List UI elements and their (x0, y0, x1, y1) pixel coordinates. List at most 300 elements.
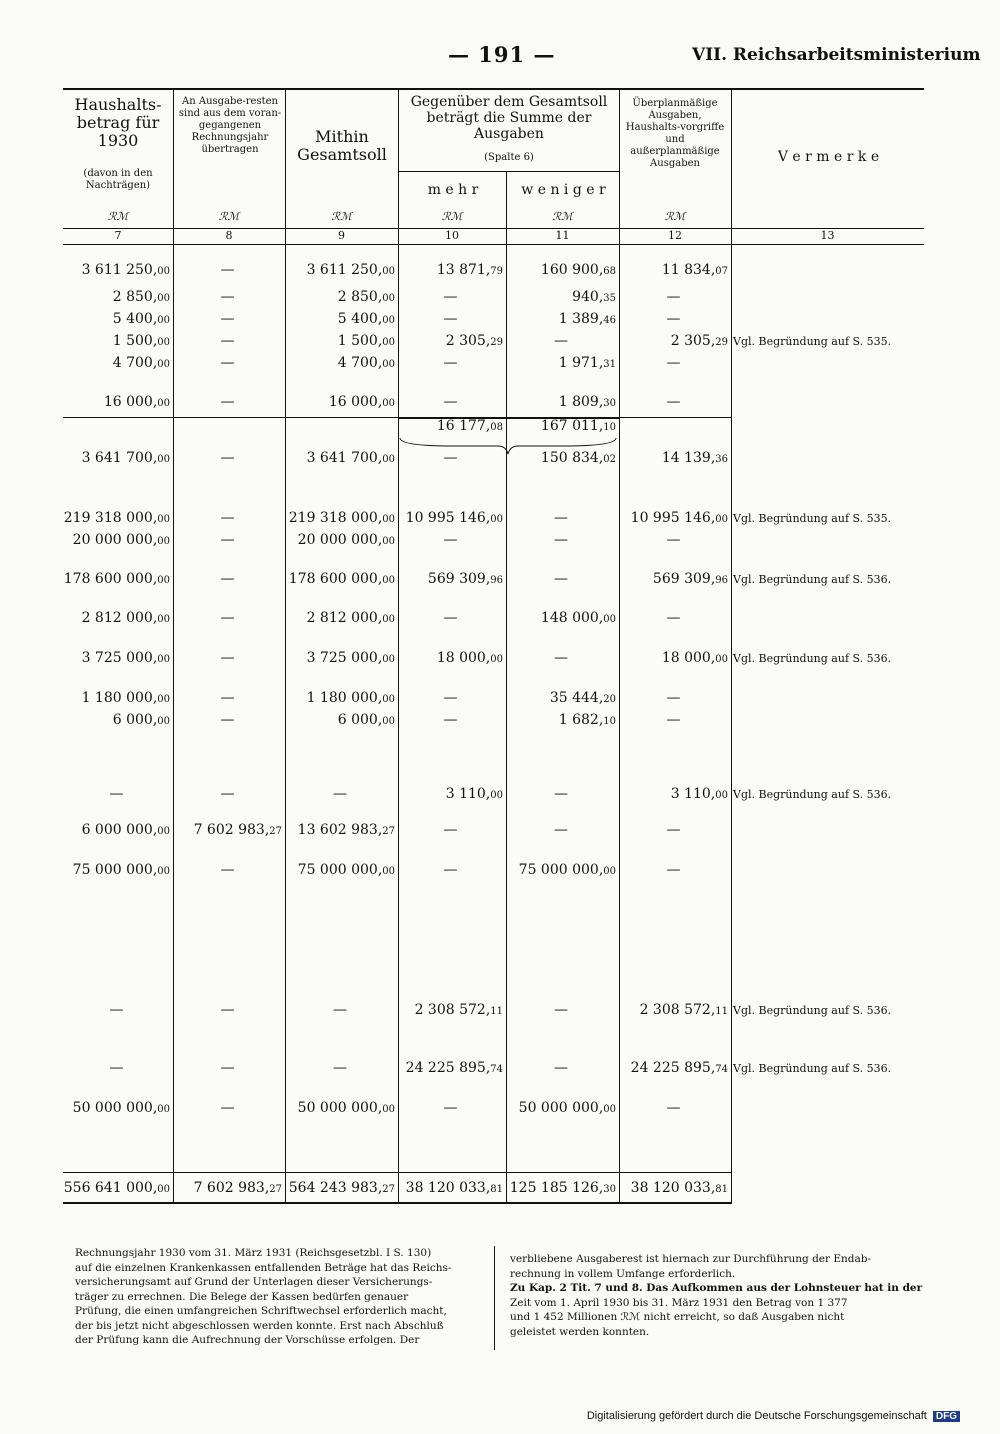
cell-integer-part: 38 120 033, (405, 1180, 491, 1196)
c7-cell (63, 394, 170, 410)
c8-cell: — (220, 333, 235, 349)
c7-cell (63, 822, 170, 838)
c9-cell (285, 822, 395, 838)
c10-cell: — (443, 394, 458, 410)
cell-integer-part: 13 871, (436, 262, 491, 278)
cell-decimal-part: 00 (382, 514, 395, 525)
c9-cell (285, 355, 395, 371)
c7-cell (63, 450, 170, 466)
cell-integer-part: 75 000 000, (518, 862, 604, 878)
c12-cell: — (666, 1100, 681, 1116)
column-number: 9 (338, 229, 345, 242)
c8-cell: — (220, 355, 235, 371)
cell-integer-part: 178 600 000, (63, 571, 158, 587)
cell-decimal-part: 27 (269, 1184, 282, 1195)
remark-note: Vgl. Begründung auf S. 536. (733, 652, 892, 665)
column-number: 12 (668, 229, 682, 242)
cell-integer-part: 6 000 000, (81, 822, 158, 838)
cell-decimal-part: 07 (715, 266, 728, 277)
cell-decimal-part: 81 (490, 1184, 503, 1195)
cell-decimal-part: 29 (715, 337, 728, 348)
cell-integer-part: 160 900, (540, 262, 604, 278)
footnote-line: geleistet werden konnten. (510, 1325, 650, 1338)
c10-cell: — (443, 610, 458, 626)
cell-decimal-part: 74 (490, 1064, 503, 1075)
cell-decimal-part: 00 (382, 359, 395, 370)
c9-cell (285, 394, 395, 410)
cell-integer-part: 1 682, (558, 712, 604, 728)
c12-cell (619, 1002, 728, 1018)
cell-integer-part: 3 725 000, (81, 650, 158, 666)
cell-decimal-part: 81 (715, 1184, 728, 1195)
c10-cell: — (443, 289, 458, 305)
cell-integer-part: 16 000, (328, 394, 383, 410)
cell-integer-part: 1 971, (558, 355, 604, 371)
cell-integer-part: 1 500, (112, 333, 158, 349)
c10-cell (398, 418, 503, 434)
cell-integer-part: 10 995 146, (630, 510, 716, 526)
cell-decimal-part: 00 (157, 398, 170, 409)
c7-cell (63, 690, 170, 706)
c10-cell: — (443, 862, 458, 878)
c10-cell (398, 262, 503, 278)
c11-cell (506, 862, 616, 878)
c8-cell: — (220, 571, 235, 587)
cell-integer-part: 2 308 572, (414, 1002, 491, 1018)
c11-cell (506, 418, 616, 434)
page-number: — 191 — (448, 42, 556, 67)
cell-integer-part: 3 641 700, (306, 450, 383, 466)
remark-note: Vgl. Begründung auf S. 536. (733, 1004, 892, 1017)
cell-decimal-part: 00 (382, 575, 395, 586)
group-subheader: (Spalte 6) (484, 152, 534, 163)
cell-integer-part: 564 243 983, (288, 1180, 383, 1196)
c9-cell (285, 289, 395, 305)
cell-integer-part: 1 809, (558, 394, 604, 410)
cell-decimal-part: 00 (157, 1184, 170, 1195)
column-number: 7 (114, 229, 122, 242)
c8-cell: — (220, 610, 235, 626)
c7-cell: — (109, 786, 124, 802)
cell-decimal-part: 00 (157, 266, 170, 277)
c12-cell (619, 571, 728, 587)
c11-cell: — (554, 822, 568, 838)
cell-decimal-part: 11 (490, 1006, 503, 1017)
c11-cell: — (554, 510, 568, 526)
footnote-line: rechnung in vollem Umfange erforderlich. (510, 1267, 736, 1280)
c7-cell: — (109, 1002, 124, 1018)
c10-cell (398, 1002, 503, 1018)
cell-decimal-part: 46 (603, 315, 616, 326)
c11-cell (506, 690, 616, 706)
remark-note: Vgl. Begründung auf S. 536. (733, 1062, 892, 1075)
cell-decimal-part: 35 (603, 293, 616, 304)
c8-cell: — (220, 394, 235, 410)
cell-decimal-part: 00 (157, 654, 170, 665)
c11-cell: — (554, 532, 568, 548)
c7-cell (63, 510, 170, 526)
c8-cell: — (220, 690, 235, 706)
cell-integer-part: 16 177, (436, 418, 491, 434)
col13-header: V e r m e r k e (777, 149, 880, 165)
c8-cell: — (220, 289, 235, 305)
cell-integer-part: 4 700, (337, 355, 383, 371)
cell-decimal-part: 00 (715, 654, 728, 665)
c8-cell: — (220, 786, 235, 802)
c7-cell (63, 610, 170, 626)
c11-cell: — (554, 1060, 568, 1076)
c8-cell: — (220, 262, 235, 278)
c8-cell: — (220, 510, 235, 526)
cell-decimal-part: 00 (715, 790, 728, 801)
cell-integer-part: 167 011, (540, 418, 604, 434)
c10-cell (398, 510, 503, 526)
cell-decimal-part: 00 (157, 614, 170, 625)
c7-cell (63, 571, 170, 587)
footnote-line: auf die einzelnen Krankenkassen entfallenden Beträge hat das Reichs- (75, 1261, 452, 1274)
cell-decimal-part: 79 (490, 266, 503, 277)
c10-cell: — (443, 532, 458, 548)
cell-decimal-part: 00 (382, 337, 395, 348)
cell-decimal-part: 00 (382, 315, 395, 326)
cell-decimal-part: 68 (603, 266, 616, 277)
cell-integer-part: 5 400, (112, 311, 158, 327)
cell-integer-part: 3 725 000, (306, 650, 383, 666)
cell-decimal-part: 00 (382, 614, 395, 625)
cell-integer-part: 38 120 033, (630, 1180, 716, 1196)
c11-cell: — (554, 333, 568, 349)
cell-decimal-part: 00 (490, 790, 503, 801)
c12-cell (619, 333, 728, 349)
c7-cell (63, 712, 170, 728)
footnote-divider (494, 1246, 495, 1350)
cell-integer-part: 569 309, (427, 571, 491, 587)
cell-integer-part: 3 110, (670, 786, 716, 802)
cell-decimal-part: 10 (603, 716, 616, 727)
unit-label: ℛℳ (331, 210, 352, 223)
cell-integer-part: 569 309, (652, 571, 716, 587)
cell-decimal-part: 00 (157, 337, 170, 348)
c12-cell (619, 510, 728, 526)
c10-cell: — (443, 822, 458, 838)
cell-integer-part: 75 000 000, (72, 862, 158, 878)
cell-integer-part: 18 000, (436, 650, 491, 666)
c9-cell (285, 571, 395, 587)
c8-cell: — (220, 1002, 235, 1018)
unit-label: ℛℳ (218, 210, 240, 223)
cell-decimal-part: 00 (382, 654, 395, 665)
c8-cell: — (220, 532, 235, 548)
unit-label: ℛℳ (552, 210, 573, 223)
c9-cell (285, 1180, 395, 1196)
ministry-title: VII. Reichsarbeitsministerium (692, 45, 981, 65)
c10-cell (398, 786, 503, 802)
credit-text: Digitalisierung gefördert durch die Deutsche Forschungsgemeinschaft (586, 1410, 927, 1422)
cell-decimal-part: 00 (603, 614, 616, 625)
c10-cell (398, 1180, 503, 1196)
c10-cell: — (443, 450, 458, 466)
c7-cell: — (109, 1060, 124, 1076)
c12-cell: — (666, 355, 681, 371)
cell-decimal-part: 00 (382, 266, 395, 277)
footnote-left (75, 1246, 485, 1348)
cell-integer-part: 20 000 000, (297, 532, 383, 548)
remark-note: Vgl. Begründung auf S. 536. (733, 788, 892, 801)
remark-note: Vgl. Begründung auf S. 536. (733, 573, 892, 586)
cell-decimal-part: 27 (269, 826, 282, 837)
footnote-line: träger zu errechnen. Die Belege der Kassen bedürfen genauer (75, 1290, 409, 1303)
c11-cell: — (554, 786, 568, 802)
c7-cell (63, 262, 170, 278)
c11-cell (506, 262, 616, 278)
cell-decimal-part: 30 (603, 398, 616, 409)
cell-integer-part: 6 000, (112, 712, 158, 728)
c9-cell (285, 712, 395, 728)
unit-label: ℛℳ (441, 210, 463, 223)
col7-header: Haushalts-betrag für 1930 (74, 95, 162, 150)
c12-cell: — (666, 690, 681, 706)
footnote-line: versicherungsamt auf Grund der Unterlagen dieser Versicherungs- (75, 1276, 433, 1288)
cell-decimal-part: 00 (490, 654, 503, 665)
cell-decimal-part: 00 (157, 315, 170, 326)
cell-integer-part: 2 812 000, (306, 610, 383, 626)
cell-integer-part: 3 611 250, (306, 262, 383, 278)
cell-decimal-part: 74 (715, 1064, 728, 1075)
c9-cell (285, 450, 395, 466)
c7-cell (63, 355, 170, 371)
cell-decimal-part: 96 (715, 575, 728, 586)
column-number: 8 (225, 229, 233, 242)
cell-integer-part: 556 641 000, (63, 1180, 158, 1196)
c8-cell: — (220, 450, 235, 466)
c12-cell (619, 262, 728, 278)
cell-decimal-part: 00 (157, 575, 170, 586)
cell-decimal-part: 00 (382, 866, 395, 877)
c11-cell (506, 289, 616, 305)
cell-decimal-part: 00 (157, 826, 170, 837)
c12-cell: — (666, 822, 681, 838)
c8-cell: — (220, 1060, 235, 1076)
cell-integer-part: 125 185 126, (509, 1180, 604, 1196)
cell-integer-part: 24 225 895, (405, 1060, 491, 1076)
c10-cell: — (443, 355, 458, 371)
cell-integer-part: 20 000 000, (72, 532, 158, 548)
c11-cell: — (554, 650, 568, 666)
cell-integer-part: 7 602 983, (193, 822, 270, 838)
cell-integer-part: 1 180 000, (81, 690, 158, 706)
dfg-logo: DFG (933, 1411, 960, 1422)
cell-decimal-part: 00 (382, 694, 395, 705)
footnote-right (510, 1252, 925, 1339)
column-number: 11 (555, 229, 570, 242)
column-number: 10 (445, 229, 459, 242)
c11-cell (506, 1100, 616, 1116)
c12-cell (619, 650, 728, 666)
c7-cell (63, 333, 170, 349)
cell-decimal-part: 00 (382, 454, 395, 465)
cell-decimal-part: 00 (382, 536, 395, 547)
c11-cell (506, 355, 616, 371)
cell-integer-part: 5 400, (337, 311, 383, 327)
c10-cell: — (443, 690, 458, 706)
cell-integer-part: 1 389, (558, 311, 604, 327)
cell-integer-part: 2 850, (112, 289, 158, 305)
cell-integer-part: 1 180 000, (306, 690, 383, 706)
unit-label: ℛℳ (664, 210, 686, 223)
cell-integer-part: 2 812 000, (81, 610, 158, 626)
c9-cell (285, 610, 395, 626)
c9-cell (285, 690, 395, 706)
c9-cell: — (333, 1060, 347, 1076)
cell-integer-part: 940, (572, 289, 604, 305)
c9-cell (285, 862, 395, 878)
c8-cell: — (220, 862, 235, 878)
cell-integer-part: 75 000 000, (297, 862, 383, 878)
cell-integer-part: 50 000 000, (297, 1100, 383, 1116)
c9-cell (285, 311, 395, 327)
cell-decimal-part: 00 (157, 293, 170, 304)
remark-note: Vgl. Begründung auf S. 535. (733, 335, 892, 348)
c9-cell: — (333, 1002, 347, 1018)
c12-cell (619, 1180, 728, 1196)
cell-integer-part: 2 305, (670, 333, 716, 349)
c10-cell (398, 650, 503, 666)
cell-integer-part: 150 834, (540, 450, 604, 466)
cell-decimal-part: 00 (382, 716, 395, 727)
group-header: Gegenüber dem Gesamtsoll beträgt die Summe der Ausgaben (410, 94, 608, 142)
cell-integer-part: 14 139, (661, 450, 716, 466)
c7-cell (63, 862, 170, 878)
c9-cell (285, 333, 395, 349)
c12-cell: — (666, 862, 681, 878)
cell-decimal-part: 00 (157, 536, 170, 547)
c11-cell: — (554, 571, 568, 587)
cell-decimal-part: 08 (490, 422, 503, 433)
cell-integer-part: 35 444, (549, 690, 604, 706)
c7-cell (63, 1100, 170, 1116)
cell-decimal-part: 00 (157, 514, 170, 525)
cell-integer-part: 10 995 146, (405, 510, 491, 526)
cell-integer-part: 2 305, (445, 333, 491, 349)
cell-decimal-part: 20 (603, 694, 616, 705)
cell-integer-part: 2 850, (337, 289, 383, 305)
cell-integer-part: 13 602 983, (297, 822, 383, 838)
c11-cell (506, 1180, 616, 1196)
footnote-line: verbliebene Ausgaberest ist hiernach zur Durchführung der Endab- (510, 1253, 872, 1265)
col12-header: Überplanmäßige Ausgaben, Haushalts-vorgriffe und außerplanmäßige Ausgaben (625, 98, 725, 169)
c12-cell: — (666, 610, 681, 626)
c12-cell (619, 450, 728, 466)
cell-decimal-part: 00 (603, 1104, 616, 1115)
cell-integer-part: 1 500, (337, 333, 383, 349)
cell-decimal-part: 00 (157, 694, 170, 705)
cell-decimal-part: 29 (490, 337, 503, 348)
cell-integer-part: 3 611 250, (81, 262, 158, 278)
remark-note: Vgl. Begründung auf S. 535. (733, 512, 892, 525)
cell-decimal-part: 00 (382, 293, 395, 304)
cell-integer-part: 3 641 700, (81, 450, 158, 466)
c10-cell (398, 1060, 503, 1076)
c10-cell: — (443, 311, 458, 327)
c7-cell (63, 1180, 170, 1196)
footnote-line: und 1 452 Millionen ℛℳ nicht erreicht, so daß Ausgaben nicht (510, 1311, 845, 1323)
cell-integer-part: 219 318 000, (63, 510, 158, 526)
cell-integer-part: 2 308 572, (639, 1002, 716, 1018)
cell-integer-part: 178 600 000, (288, 571, 383, 587)
col9-header: Mithin Gesamtsoll (297, 127, 387, 164)
footnote-line: Zu Kap. 2 Tit. 7 und 8. Das Aufkommen aus der Lohnsteuer hat in der (510, 1282, 923, 1294)
c12-cell: — (666, 289, 681, 305)
cell-decimal-part: 00 (715, 514, 728, 525)
c7-cell (63, 532, 170, 548)
c8-cell (173, 1180, 282, 1196)
cell-decimal-part: 00 (382, 398, 395, 409)
col10-header: m e h r (427, 182, 479, 198)
col8-header: An Ausgabe-resten sind aus dem voran-gegangenen Rechnungsjahr übertragen (178, 96, 282, 155)
cell-decimal-part: 00 (157, 716, 170, 727)
cell-decimal-part: 00 (157, 359, 170, 370)
cell-integer-part: 18 000, (661, 650, 716, 666)
c10-cell (398, 571, 503, 587)
c8-cell: — (220, 712, 235, 728)
c7-cell (63, 311, 170, 327)
col11-header: w e n i g e r (521, 182, 606, 198)
cell-decimal-part: 02 (603, 454, 616, 465)
c10-cell: — (443, 712, 458, 728)
c9-cell: — (333, 786, 347, 802)
c9-cell (285, 510, 395, 526)
cell-decimal-part: 31 (603, 359, 616, 370)
c8-cell (173, 822, 282, 838)
c10-cell (398, 333, 503, 349)
cell-decimal-part: 00 (603, 866, 616, 877)
c9-cell (285, 1100, 395, 1116)
c12-cell: — (666, 532, 681, 548)
footnote-line: Zeit vom 1. April 1930 bis 31. März 1931 den Betrag von 1 377 (510, 1296, 848, 1309)
c11-cell (506, 311, 616, 327)
c12-cell: — (666, 712, 681, 728)
cell-decimal-part: 00 (157, 454, 170, 465)
cell-integer-part: 11 834, (661, 262, 716, 278)
c7-cell (63, 289, 170, 305)
cell-integer-part: 16 000, (103, 394, 158, 410)
cell-decimal-part: 27 (382, 1184, 395, 1195)
cell-decimal-part: 27 (382, 826, 395, 837)
cell-integer-part: 3 110, (445, 786, 491, 802)
c12-cell: — (666, 311, 681, 327)
cell-integer-part: 148 000, (540, 610, 604, 626)
footnote-line: Prüfung, die einen umfangreichen Schriftwechsel erforderlich macht, (75, 1305, 447, 1317)
c8-cell: — (220, 650, 235, 666)
c8-cell: — (220, 1100, 235, 1116)
cell-decimal-part: 00 (490, 514, 503, 525)
c9-cell (285, 532, 395, 548)
cell-decimal-part: 10 (603, 422, 616, 433)
cell-decimal-part: 00 (157, 866, 170, 877)
c9-cell (285, 650, 395, 666)
cell-decimal-part: 36 (715, 454, 728, 465)
unit-label: ℛℳ (107, 210, 129, 223)
c12-cell: — (666, 394, 681, 410)
cell-integer-part: 219 318 000, (288, 510, 383, 526)
cell-decimal-part: 96 (490, 575, 503, 586)
c11-cell (506, 394, 616, 410)
c11-cell (506, 610, 616, 626)
cell-integer-part: 4 700, (112, 355, 158, 371)
c9-cell (285, 262, 395, 278)
cell-integer-part: 24 225 895, (630, 1060, 716, 1076)
c11-cell (506, 712, 616, 728)
